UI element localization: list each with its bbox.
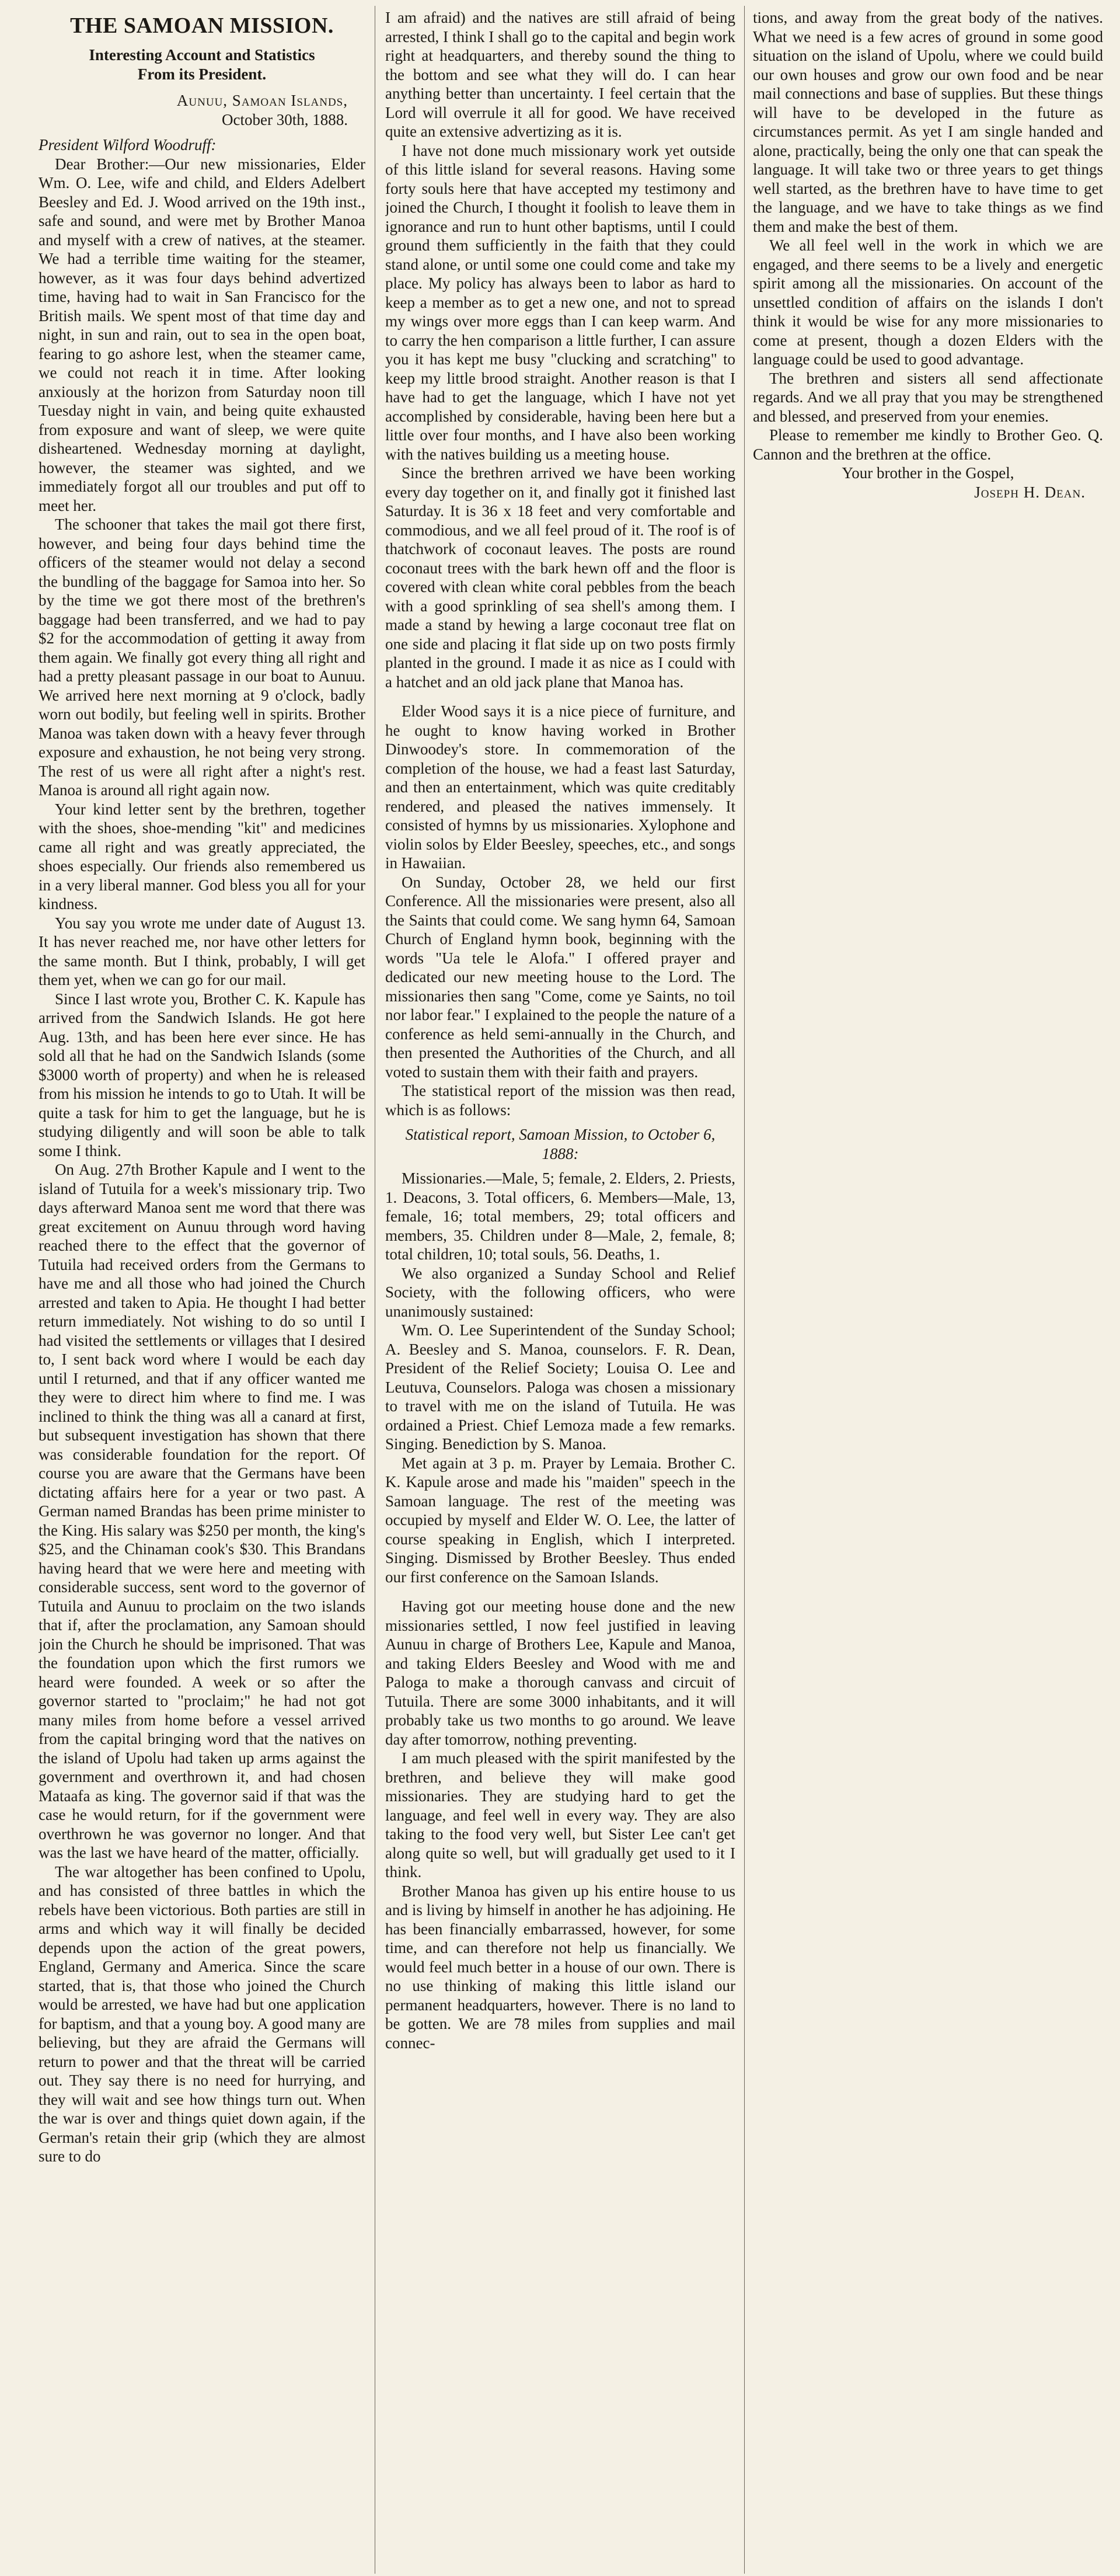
spacer [385, 1586, 735, 1597]
paragraph: Your kind letter sent by the brethren, together with the shoes, shoe-mending "kit" and medicines came all right and was greatly appreciated, the shoes especially. Our friends also remembered us in a very liberal manner. God bless you all for your kindness. [39, 800, 365, 913]
paragraph: Elder Wood says it is a nice piece of furniture, and he ought to know having worked in Brother Dinwoodey's store. In commemoration of the completion of the house, we had a feast last Saturday, and then an entertainment, which was quite creditably rendered, and pleased the natives immensely. It consisted of hymns by us missionaries. Xylophone and violin solos by Elder Beesley, speeches, etc., and songs in Hawaiian. [385, 702, 735, 872]
dateline-date: October 30th, 1888. [222, 111, 348, 128]
paragraph: Wm. O. Lee Superintendent of the Sunday School; A. Beesley and S. Manoa, counselors. F. R. Dean, President of the Relief Society; Louisa O. Lee and Leutuva, Counselors. Paloga was chosen a missionary to travel with me on the island of Tutuila. He was ordained a Priest. Chief Lemoza made a few remarks. Singing. Benediction by S. Manoa. [385, 1321, 735, 1453]
paragraph: We all feel well in the work in which we are engaged, and there seems to be a lively and energetic spirit among all the missionaries. On account of the unsettled condition of affairs on the islands I don't think it would be wise for any more missionaries to come at present, though a dozen Elders with the language could be used to good advantage. [753, 236, 1103, 368]
paragraph: I have not done much missionary work yet outside of this little island for several reasons. Having some forty souls here that have accepted my testimony and joined the Church, I thought it foolish to leave them in ignorance and run to hunt other baptisms, until I could ground them sufficiently in the faith that they could stand alone, or until some one could come and take my place. My policy has always been to labor as hard to keep a member as to get a new one, and not to spread my wings over more eggs than I can keep warm. And to carry the hen comparison a little further, I can assure you it has kept me busy "clucking and scratching" to keep my little brood straight. Another reason is that I have had to get the language, which I have not yet accomplished by considerable, having been here but a little over four months, and I have also been working with the natives building us a meeting house. [385, 141, 735, 463]
paragraph: The brethren and sisters all send affectionate regards. And we all pray that you may be strengthened and blessed, and preserved from your enemies. [753, 369, 1103, 425]
paragraph: Since the brethren arrived we have been working every day together on it, and finally got it finished last Saturday. It is 36 x 18 feet and very comfortable and commodious, and we all feel proud of it. The roof is of thatchwork of coconaut leaves. The posts are round coconaut trees with the bark hewn off and the floor is covered with clean white coral pebbles from the beach with a good sprinkling of sea shell's among them. I made a stand by hewing a large coconaut tree flat on one side and placing it flat side up on two posts firmly planted in the ground. I made it as nice as I could with a hatchet and an old jack plane that Manoa has. [385, 464, 735, 691]
closing-line: Your brother in the Gospel, [842, 464, 1014, 482]
article-headline: THE SAMOAN MISSION. [70, 13, 334, 38]
paragraph: The statistical report of the mission was then read, which is as follows: [385, 1082, 735, 1119]
paragraph: I am afraid) and the natives are still afraid of being arrested, I think I shall go to the capital and begin work right at headquarters, and thereby sound the thing to the bottom and see what they will do. I can hear anything better than uncertainty. I feel certain that the Lord will overrule it all for good. We have received quite an extensive advertizing as it is. [385, 9, 735, 140]
paragraph: Having got our meeting house done and the new missionaries settled, I now feel justified in leaving Aunuu in charge of Brothers Lee, Kapule and Manoa, and taking Elders Beesley and Wood with me and Paloga to make a thorough canvass and circuit of Tutuila. There are some 3000 inhabitants, and it will probably take us two months to go around. We leave day after tomorrow, nothing preventing. [385, 1597, 735, 1748]
paragraph: On Sunday, October 28, we held our first Conference. All the missionaries were present, also all the Saints that could come. We sang hymn 64, Samoan Church of England hymn book, beginning with the words "Ua tele le Alofa." I offered prayer and dedicated our new meeting house to the Lord. The missionaries then sang "Come, come ye Saints, no toil nor labor fear." I explained to the people the nature of a conference as held semi-annually in the Church, and then presented the Authorities of the Church, and all voted to sustain them with their faith and prayers. [385, 873, 735, 1081]
subhead-line: From its President. [137, 65, 267, 83]
paragraph: Dear Brother:—Our new missionaries, Elder Wm. O. Lee, wife and child, and Elders Adelbert Beesley and Ed. J. Wood arrived on the 19th inst., safe and sound, and were met by Brother Manoa and myself with a crew of natives, at the steamer. We had a terrible time waiting for the steamer, however, as it was four days behind advertized time, having had to wait in San Francisco for the British mails. We spent most of that time day and night, in sun and rain, out to sea in the open boat, fearing to go ashore lest, when the steamer came, we could not reach it in time. After looking anxiously at the horizon from Saturday noon till Tuesday night in vain, and being quite exhausted from exposure and want of sleep, we were quite disheartened. Wednesday morning at daylight, however, the steamer was sighted, and we immediately forgot all our troubles and put off to meet her. [39, 155, 365, 514]
signature: Joseph H. Dean. [974, 483, 1086, 501]
paragraph: The war altogether has been confined to Upolu, and has consisted of three battles in which the rebels have been victorious. Both parties are still in arms and which way it will finally be decided depends upon the action of the great powers, England, Germany and America. Since the scare started, that is, that those who joined the Church would be arrested, we have had but one application for baptism, and that a young boy. A good many are believing, but they are afraid the Germans will return to power and that the threat will be carried out. They say there is no need for hurrying, and they will wait and see how things turn out. When the war is over and things quiet down again, if the German's retain their grip (which they are almost sure to do [39, 1863, 365, 2165]
column-2 [385, 8, 735, 2574]
paragraph: On Aug. 27th Brother Kapule and I went to the island of Tutuila for a week's missionary trip. Two days afterward Manoa sent me word that there was great excitement on Aunuu through word having reached there to the effect that the governor of Tutuila had received orders from the Germans to have me and all those who had joined the Church arrested and taken to Apia. He thought I had better return immediately. Not wishing to do so until I had visited the settlements or villages that I desired to, I sent back word where I would be each day until I returned, and that if any officer wanted me they were to direct him where to find me. I was inclined to think the thing was all a canard at first, but subsequent investigation has shown that there was considerable foundation for the report. Of course you are aware that the Germans have been dictating affairs here for a year or two past. A German named Brandas has been prime minister to the King. His salary was $250 per month, the king's $25, and the Chinaman cook's $30. This Brandans having heard that we were here and meeting with considerable success, sent word to the governor of Tutuila and Aunuu to proclaim on the two islands that if, after the proclamation, any Samoan should join the Church he should be imprisoned. That was the foundation upon which the first rumors we heard were founded. A week or so after the governor started to "proclaim;" he had not got many miles from home before a vessel arrived from the capital bringing word that the natives on the island of Upolu had taken up arms against the government and overthrown it, and had chosen Mataafa as king. The governor said if that was the case he would return, for if the government were overthrown he was governor no longer. And that was the last we have heard of the matter, officially. [39, 1161, 365, 1861]
paragraph: You say you wrote me under date of August 13. It has never reached me, nor have other letters for the same month. But I think, probably, I will get them yet, when we can go for our mail. [39, 914, 365, 988]
salutation: President Wilford Woodruff: [39, 136, 217, 154]
report-title: Statistical report, Samoan Mission, to October 6, 1888: [405, 1126, 716, 1162]
paragraph: Brother Manoa has given up his entire house to us and is living by himself in another he has adjoining. He has been financially embarrassed, however, for some time, and can therefore not help us financially. We would feel much better in a house of our own. There is no use thinking of making this little island our permanent headquarters, however. There is no land to be gotten. We are 78 miles from supplies and mail connec- [385, 1882, 735, 2052]
column-3 [753, 8, 1103, 604]
article-subhead [39, 46, 365, 84]
column-rule [744, 6, 745, 2574]
dateline-place: Aunuu, Samoan Islands, [176, 92, 348, 109]
spacer [385, 691, 735, 702]
paragraph: Please to remember me kindly to Brother Geo. Q. Cannon and the brethren at the office. [753, 426, 1103, 463]
paragraph: The schooner that takes the mail got there first, however, and being four days behind time the officers of the steamer would not delay a second the bundling of the baggage for Samoa into her. So by the time we got there most of the brethren's baggage had been transferred, and we had to pay $2 for the accommodation of getting it away from them again. We finally got every thing all right and had a pretty pleasant passage in our boat to Aunuu. We arrived here next morning at 9 o'clock, badly worn out bodily, but feeling well in spirits. Brother Manoa was taken down with a heavy fever through exposure and exhaustion, he not being very strong. The rest of us were all right after a night's rest. Manoa is around all right again now. [39, 516, 365, 799]
paragraph: Met again at 3 p. m. Prayer by Lemaia. Brother C. K. Kapule arose and made his "maiden" speech in the Samoan language. The rest of the meeting was occupied by myself and Elder W. O. Lee, the latter of course speaking in English, which I interpreted. Singing. Dismissed by Brother Beesley. Thus ended our first conference on the Samoan Islands. [385, 1454, 735, 1586]
column-1 [39, 8, 365, 2574]
paragraph: I am much pleased with the spirit manifested by the brethren, and believe they will make good missionaries. They are studying hard to get the language, and feel well in every way. They are also taking to the food very well, but Sister Lee can't get along quite so well, but will gradually get used to it I think. [385, 1749, 735, 1881]
paragraph: We also organized a Sunday School and Relief Society, with the following officers, who were unanimously sustained: [385, 1264, 735, 1320]
paragraph: tions, and away from the great body of the natives. What we need is a few acres of ground in some good situation on the island of Upolu, where we could build our own houses and grow our own food and be near mail connections and base of supplies. But these things will have to be developed in the future as circumstances permit. As yet I am single handed and alone, practically, being the only one that can speak the language. It will take two or three years to get things well started, as the brethren have to have time to get the language, and we have to take things as we find them and make the best of them. [753, 9, 1103, 235]
subhead-line: Interesting Account and Statistics [89, 46, 315, 64]
paragraph: Since I last wrote you, Brother C. K. Kapule has arrived from the Sandwich Islands. He got here Aug. 13th, and has been here ever since. He has sold all that he had on the Sandwich Islands (some $3000 worth of property) and when he is released from his mission he intends to go to Utah. It will be quite a task for him to get the language, but he is studying diligently and will soon be able to talk some I think. [39, 990, 365, 1160]
paragraph: Missionaries.—Male, 5; female, 2. Elders, 2. Priests, 1. Deacons, 3. Total officers, 6. Members—Male, 13, female, 16; total members, 29; total officers and members, 35. Children under 8—Male, 2, female, 8; total children, 10; total souls, 56. Deaths, 1. [385, 1169, 735, 1263]
